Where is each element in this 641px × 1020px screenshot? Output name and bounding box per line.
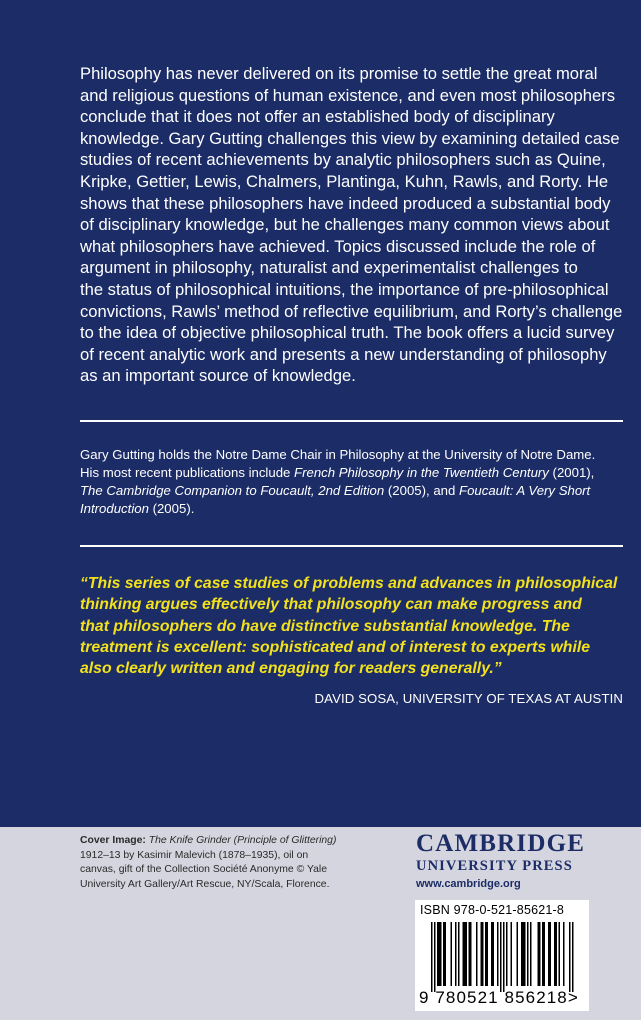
barcode-bar xyxy=(482,922,484,986)
barcode-bar xyxy=(506,922,508,986)
barcode-bar xyxy=(437,922,439,986)
barcode-bar xyxy=(524,922,526,986)
barcode-bar xyxy=(550,922,552,986)
credit-line: University Art Gallery/Art Rescue, NY/Scala, Florence. xyxy=(80,878,330,890)
barcode-bar xyxy=(464,922,466,986)
publisher-logo-name: CAMBRIDGE xyxy=(416,830,586,857)
barcode-bar xyxy=(527,922,529,986)
barcode-bar xyxy=(500,922,502,992)
description-line: of disciplinary knowledge, but he challenges many common views about xyxy=(80,215,610,235)
review-quote xyxy=(80,573,620,679)
quote-line: thinking argues effectively that philosophy can make progress and xyxy=(80,596,582,614)
barcode-bar xyxy=(466,922,468,986)
barcode-bar xyxy=(563,922,565,986)
barcode-bar xyxy=(440,922,442,986)
barcode-bar xyxy=(434,922,436,992)
barcode-bar xyxy=(470,922,472,986)
bio-line: Gary Gutting holds the Notre Dame Chair in Philosophy at the University of Notre Dame. xyxy=(80,447,596,462)
barcode-bar xyxy=(559,922,561,986)
barcode-bar xyxy=(445,922,447,986)
barcode-bar xyxy=(569,922,571,992)
description-line: convictions, Rawls’ method of reflective equilibrium, and Rorty’s challenge xyxy=(80,301,623,321)
description-line: Philosophy has never delivered on its promise to settle the great moral xyxy=(80,64,598,83)
barcode-bar xyxy=(548,922,550,986)
barcode-bar xyxy=(476,922,478,986)
description-line: of recent analytic work and presents a new understanding of philosophy xyxy=(80,344,607,364)
barcode-digits: 9 780521 856218> xyxy=(419,988,579,1007)
quote-line: treatment is excellent: sophisticated and of interest to experts while xyxy=(80,638,591,656)
quote-line: also clearly written and engaging for readers generally.” xyxy=(80,660,502,678)
description-line: knowledge. Gary Gutting challenges this view by examining detailed case xyxy=(80,128,620,148)
description-line: studies of recent achievements by analytic philosophers such as Quine, xyxy=(80,150,606,170)
isbn-barcode xyxy=(415,900,589,1011)
barcode-bar xyxy=(439,922,441,986)
bio-line: Introduction (2005). xyxy=(80,501,195,516)
barcode-bar xyxy=(542,922,544,986)
barcode-bar xyxy=(451,922,453,986)
barcode-bar xyxy=(458,922,460,986)
author-bio xyxy=(80,446,625,518)
barcode-bar xyxy=(554,922,556,986)
description-line: shows that these philosophers have indeed produced a substantial body xyxy=(80,193,611,213)
publisher-logo-subtitle: UNIVERSITY PRESS xyxy=(416,858,573,874)
quote-attribution: DAVID SOSA, UNIVERSITY OF TEXAS AT AUSTIN xyxy=(314,691,623,706)
cover-image-credit xyxy=(80,834,380,892)
barcode-bar xyxy=(530,922,532,986)
quote-line: “This series of case studies of problems and advances in philosophical xyxy=(80,575,618,592)
isbn-label: ISBN 978-0-521-85621-8 xyxy=(420,903,565,917)
barcode-bar xyxy=(455,922,457,986)
publisher-website[interactable]: www.cambridge.org xyxy=(416,878,521,890)
barcode-bar xyxy=(556,922,558,986)
credit-line: 1912–13 by Kasimir Malevich (1878–1935), oil on xyxy=(80,849,309,861)
book-title: French Philosophy in the Twentieth Century xyxy=(294,465,549,480)
quote-line: that philosophers do have distinctive substantial knowledge. The xyxy=(80,617,570,635)
barcode-bar xyxy=(511,922,513,986)
divider-top xyxy=(80,420,623,422)
credit-label: Cover Image: xyxy=(80,835,146,846)
barcode-bar xyxy=(539,922,541,986)
description-line: Kripke, Gettier, Lewis, Chalmers, Plantinga, Kuhn, Rawls, and Rorty. He xyxy=(80,171,609,191)
barcode-bar xyxy=(572,922,574,992)
book-title: Introduction xyxy=(80,501,149,516)
artwork-title: The Knife Grinder (Principle of Glittering) xyxy=(148,835,337,846)
description-line: and religious questions of human existence, and even most philosophers xyxy=(80,85,616,105)
bio-line: His most recent publications include French Philosophy in the Twentieth Century (2001), xyxy=(80,465,595,480)
barcode-bar xyxy=(485,922,487,986)
footer-band xyxy=(0,827,641,1020)
barcode-bar xyxy=(493,922,495,986)
description-line: to the idea of objective philosophical truth. The book offers a lucid survey xyxy=(80,323,615,343)
book-title: The Cambridge Companion to Foucault, 2nd Edition xyxy=(80,483,385,498)
credit-line: canvas, gift of the Collection Société Anonyme © Yale xyxy=(80,864,327,875)
barcode-bar xyxy=(538,922,540,986)
barcode-bar xyxy=(481,922,483,986)
publisher-block xyxy=(416,830,585,892)
barcode-bar xyxy=(521,922,523,986)
barcode-bar xyxy=(491,922,493,986)
barcode-bar xyxy=(431,922,433,992)
bio-line: The Cambridge Companion to Foucault, 2nd Edition (2005), and Foucault: A Very Short xyxy=(80,483,591,498)
barcode-bar xyxy=(544,922,546,986)
description-line: what philosophers have achieved. Topics discussed include the role of xyxy=(80,236,596,256)
book-title: Foucault: A Very Short xyxy=(459,483,591,498)
barcode-bar xyxy=(503,922,505,992)
barcode-bar xyxy=(469,922,471,986)
barcode-bar xyxy=(497,922,499,986)
barcode-bar xyxy=(463,922,465,986)
description-line: as an important source of knowledge. xyxy=(80,366,356,386)
barcode-bar xyxy=(517,922,519,986)
barcode-bar xyxy=(523,922,525,986)
description-line: the status of philosophical intuitions, the importance of pre-philosophical xyxy=(80,279,609,299)
description-line: conclude that it does not offer an established body of disciplinary xyxy=(80,107,555,127)
divider-bottom xyxy=(80,545,623,547)
barcode-bar xyxy=(487,922,489,986)
description-line: argument in philosophy, naturalist and experimentalist challenges to xyxy=(80,258,578,278)
book-description xyxy=(80,63,623,387)
barcode-bar xyxy=(443,922,445,986)
